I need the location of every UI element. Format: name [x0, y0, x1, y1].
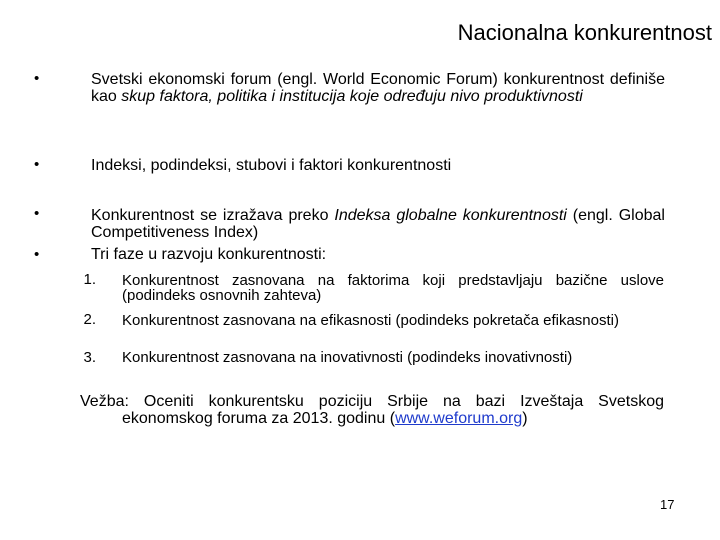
- list-item-number: 3.: [83, 349, 96, 366]
- bullet-item-wef-definition: [91, 71, 665, 105]
- bullet-item-indices: Indeksi, podindeksi, stubovi i faktori konkurentnosti: [91, 157, 452, 174]
- bullet-item-gci: [91, 207, 665, 241]
- weforum-link[interactable]: www.weforum.org: [395, 410, 523, 427]
- page-title: Nacionalna konkurentnost: [457, 20, 712, 45]
- bullet-text: Svetski ekonomski forum (engl. World Economic Forum) konkurentnost definiše kao: [91, 71, 665, 105]
- list-item-number: 1.: [83, 271, 96, 288]
- bullet-italic-text: Indeksa globalne konkurentnosti: [334, 207, 567, 224]
- bullet-item-three-phases: Tri faze u razvoju konkurentnosti:: [91, 246, 327, 263]
- exercise-text: ekonomskog foruma za 2013. godinu (: [122, 410, 396, 427]
- exercise-paragraph: [80, 393, 664, 427]
- exercise-line-1: Vežba: Oceniti konkurentsku poziciju Srbije na bazi Izveštaja Svetskog: [80, 393, 664, 410]
- list-item-phase-factors: Konkurentnost zasnovana na faktorima koji predstavljaju bazične uslove (podindeks osnovnih zahteva): [122, 272, 664, 304]
- exercise-text: ): [522, 410, 528, 427]
- bullet-text: (engl. Global Competitiveness Index): [91, 207, 665, 241]
- exercise-line-2: [80, 410, 664, 427]
- bullet-marker: •: [34, 246, 40, 263]
- list-item-phase-efficiency: Konkurentnost zasnovana na efikasnosti (podindeks pokretača efikasnosti): [122, 312, 619, 329]
- page-number: 17: [660, 497, 675, 512]
- bullet-text: Konkurentnost se izražava preko: [91, 207, 335, 224]
- list-item-phase-innovation: Konkurentnost zasnovana na inovativnosti (podindeks inovativnosti): [122, 349, 573, 366]
- bullet-marker: •: [34, 205, 40, 222]
- list-item-number: 2.: [83, 311, 96, 328]
- bullet-marker: •: [34, 156, 40, 173]
- bullet-marker: •: [34, 70, 40, 87]
- bullet-italic-text: skup faktora, politika i institucija koje određuju nivo produktivnosti: [121, 88, 583, 105]
